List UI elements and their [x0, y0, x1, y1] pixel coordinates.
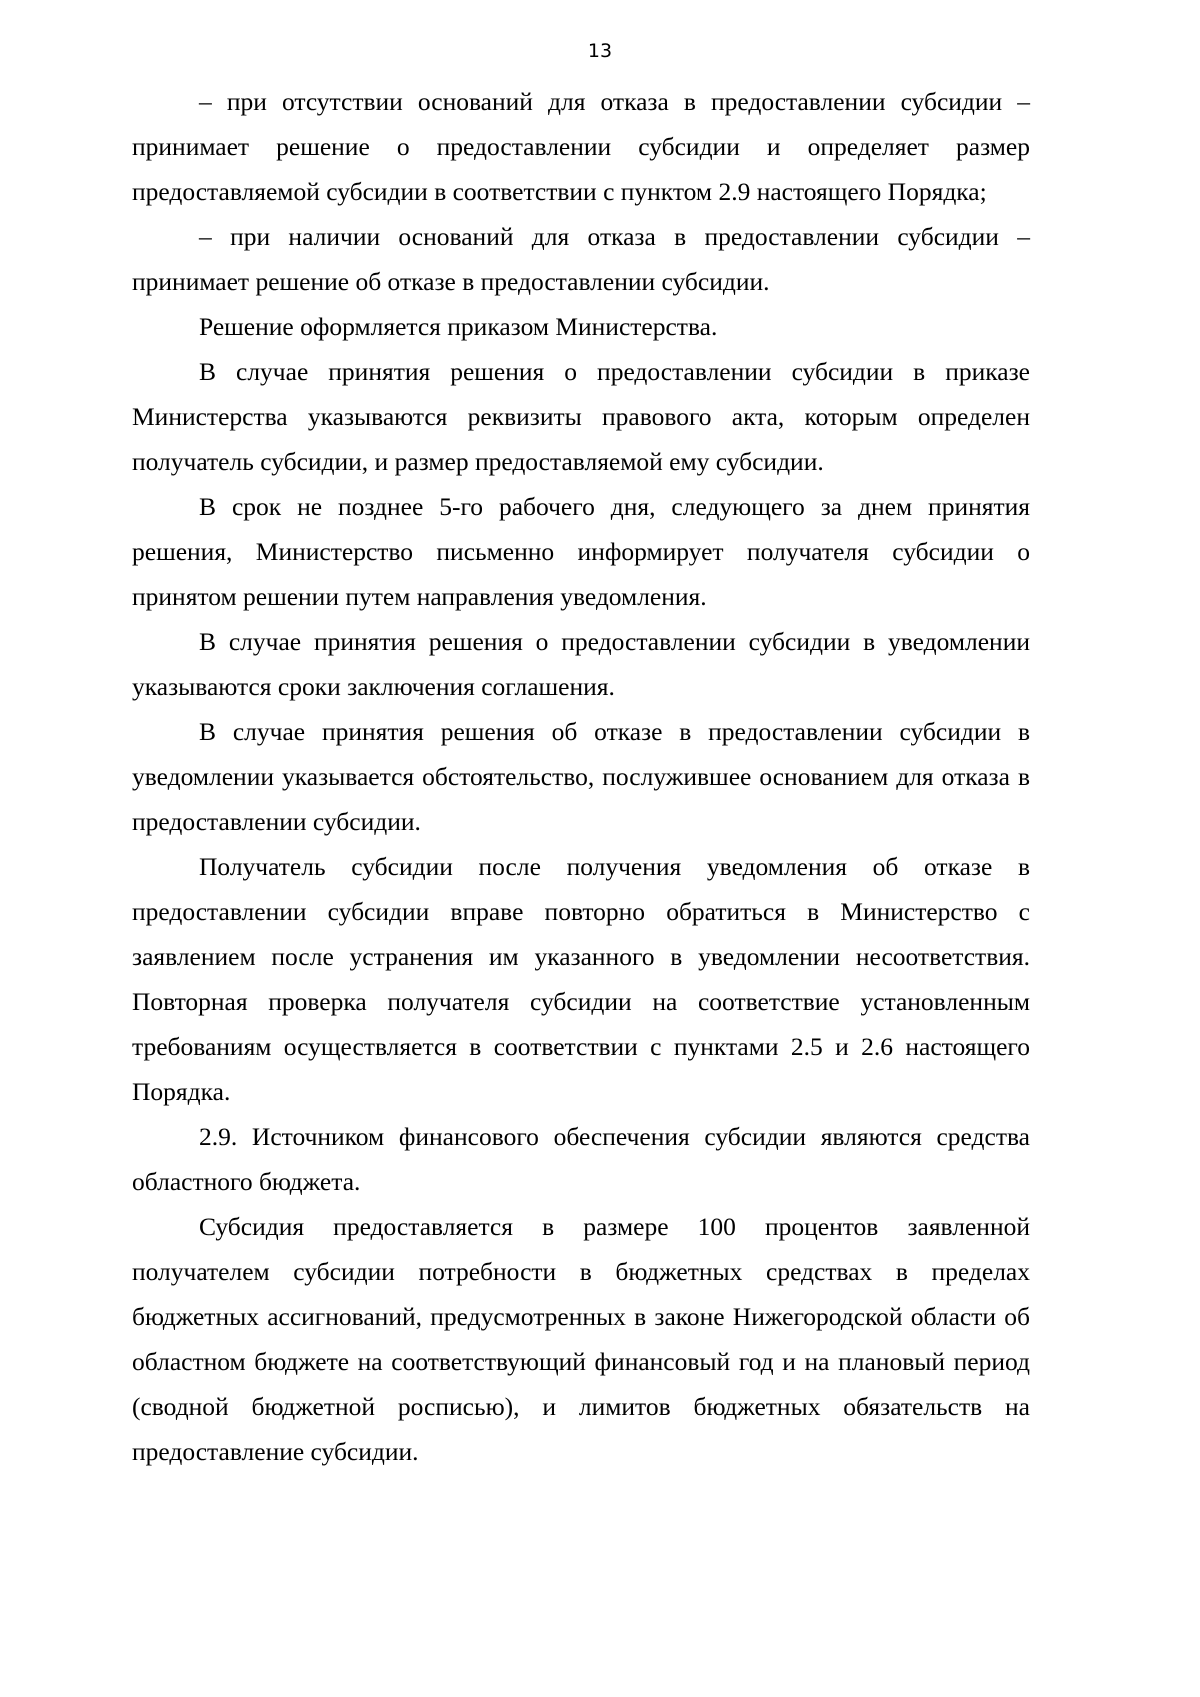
- paragraph: – при наличии оснований для отказа в предоставлении субсидии – принимает решение об отказе в предоставлении субсидии.: [132, 222, 1030, 296]
- paragraph: В случае принятия решения об отказе в предоставлении субсидии в уведомлении указывается обстоятельство, послужившее основанием для отказа в предоставлении субсидии.: [132, 717, 1030, 836]
- paragraph: Субсидия предоставляется в размере 100 процентов заявленной получателем субсидии потребности в бюджетных средствах в пределах бюджетных ассигнований, предусмотренных в законе Нижегородской области об областном бюджете на соответствующий финансовый год и на плановый период (сводной бюджетной росписью), и лимитов бюджетных обязательств на предоставление субсидии.: [132, 1212, 1030, 1466]
- paragraph: В случае принятия решения о предоставлении субсидии в уведомлении указываются сроки заключения соглашения.: [132, 627, 1030, 701]
- paragraph: 2.9. Источником финансового обеспечения субсидии являются средства областного бюджета.: [132, 1122, 1030, 1196]
- paragraph: В срок не позднее 5-го рабочего дня, следующего за днем принятия решения, Министерство письменно информирует получателя субсидии о принятом решении путем направления уведомления.: [132, 492, 1030, 611]
- paragraph: – при отсутствии оснований для отказа в предоставлении субсидии – принимает решение о предоставлении субсидии и определяет размер предоставляемой субсидии в соответствии с пунктом 2.9 настоящего Порядка;: [132, 87, 1030, 206]
- document-body: [132, 79, 1030, 1474]
- paragraph: Решение оформляется приказом Министерства.: [199, 312, 718, 341]
- page-number: 13: [587, 40, 613, 62]
- paragraph: Получатель субсидии после получения уведомления об отказе в предоставлении субсидии вправе повторно обратиться в Министерство с заявлением после устранения им указанного в уведомлении несоответствия. Повторная проверка получателя субсидии на соответствие установленным требованиям осуществляется в соответствии с пунктами 2.5 и 2.6 настоящего Порядка.: [132, 852, 1030, 1106]
- paragraph: В случае принятия решения о предоставлении субсидии в приказе Министерства указываются реквизиты правового акта, которым определен получатель субсидии, и размер предоставляемой ему субсидии.: [132, 357, 1030, 476]
